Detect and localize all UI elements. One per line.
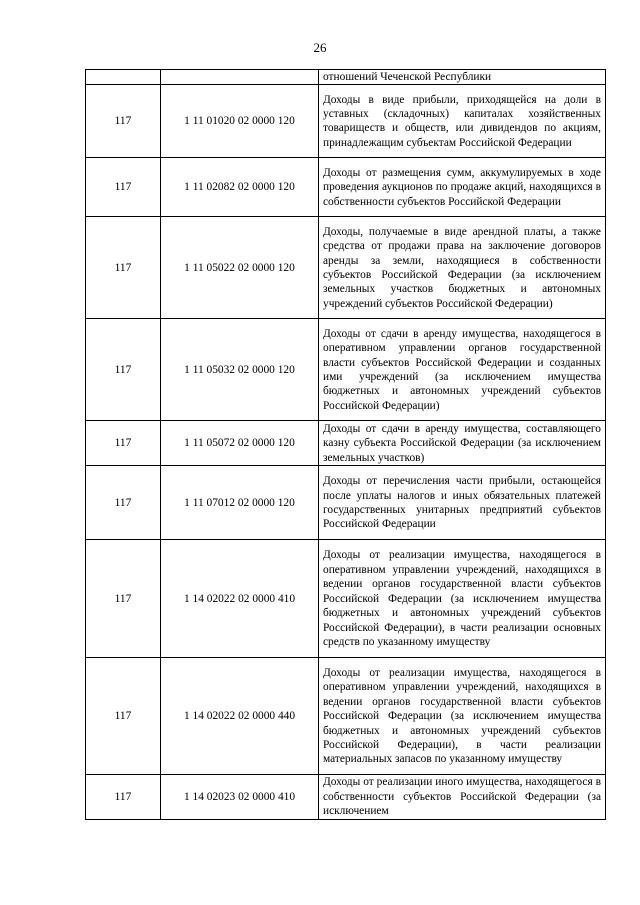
revenue-name-cell	[319, 421, 606, 466]
revenue-name-text: отношений Чеченской Республики	[323, 71, 492, 83]
revenue-name-text: Доходы от реализации имущества, находящегося в оперативном управлении учреждений, находящихся в ведении органов государственной власти субъектов Российской Федерации (за исключением имущества бюджетных и автономных учреждений субъектов Российской Федерации), в части реализации основных средств по указанному имуществу	[323, 549, 601, 648]
revenue-name-text: Доходы от сдачи в аренду имущества, находящегося в оперативном управлении органов государственной власти субъектов Российской Федерации и созданных ими учреждений (за исключением имущества бюджетных и автономных учреждений субъектов Российской Федерации)	[323, 327, 601, 412]
revenue-name-text: Доходы от сдачи в аренду имущества, составляющего казну субъекта Российской Федерации (за исключением земельных участков)	[323, 422, 601, 464]
admin-code-cell: 117	[86, 217, 161, 319]
page-number: 26	[313, 40, 327, 55]
table-row	[86, 421, 606, 466]
revenue-name-text: Доходы от реализации иного имущества, находящегося в собственности субъектов Российской Федерации (за исключением	[323, 776, 601, 818]
revenue-name-cell	[319, 217, 606, 319]
revenue-name-text: Доходы от размещения сумм, аккумулируемых в ходе проведения аукционов по продаже акций, находящихся в собственности субъектов Российской Федерации	[323, 166, 601, 208]
budget-code-cell: 1 11 05032 02 0000 120	[161, 319, 319, 421]
budget-code-cell: 1 14 02022 02 0000 440	[161, 658, 319, 775]
budget-code-cell: 1 11 02082 02 0000 120	[161, 158, 319, 217]
revenue-name-cell	[319, 775, 606, 819]
table-row	[86, 158, 606, 217]
budget-code-cell: 1 11 01020 02 0000 120	[161, 85, 319, 158]
table-row	[86, 70, 606, 85]
admin-code-cell	[86, 70, 161, 85]
revenue-name-cell	[319, 319, 606, 421]
revenue-name-cell	[319, 85, 606, 158]
revenue-name-cell	[319, 540, 606, 658]
revenue-codes-table	[85, 69, 606, 820]
revenue-name-text: Доходы от реализации имущества, находящегося в оперативном управлении учреждений, находящихся в ведении органов государственной власти субъектов Российской Федерации (за исключением имущества бюджетных и автономных учреждений субъектов Российской Федерации), в части реализации материальных запасов по указанному имуществу	[323, 666, 601, 766]
table-row	[86, 217, 606, 319]
budget-code-cell: 1 11 05022 02 0000 120	[161, 217, 319, 319]
revenue-name-text: Доходы в виде прибыли, приходящейся на доли в уставных (складочных) капиталах хозяйственных товариществ и обществ, или дивидендов по акциям, принадлежащим субъектам Российской Федерации	[323, 93, 601, 149]
revenue-name-cell	[319, 70, 606, 85]
revenue-name-text: Доходы от перечисления части прибыли, остающейся после уплаты налогов и иных обязательных платежей государственных унитарных предприятий субъектов Российской Федерации	[323, 475, 601, 531]
admin-code-cell: 117	[86, 658, 161, 775]
admin-code-cell: 117	[86, 421, 161, 466]
revenue-name-cell	[319, 158, 606, 217]
admin-code-cell: 117	[86, 540, 161, 658]
admin-code-cell: 117	[86, 775, 161, 819]
table-row	[86, 466, 606, 540]
admin-code-cell: 117	[86, 466, 161, 540]
revenue-name-cell	[319, 658, 606, 775]
budget-code-cell	[161, 70, 319, 85]
budget-code-cell: 1 11 05072 02 0000 120	[161, 421, 319, 466]
revenue-name-cell	[319, 466, 606, 540]
table-row	[86, 85, 606, 158]
table-row	[86, 540, 606, 658]
admin-code-cell: 117	[86, 158, 161, 217]
table-row	[86, 319, 606, 421]
revenue-name-text: Доходы, получаемые в виде арендной платы, а также средства от продажи права на заключение договоров аренды за земли, находящиеся в собственности субъектов Российской Федерации (за исключением земельных участков бюджетных и автономных учреждений субъектов Российской Федерации)	[323, 225, 601, 310]
admin-code-cell: 117	[86, 85, 161, 158]
table-row	[86, 658, 606, 775]
table-row	[86, 775, 606, 819]
budget-code-cell: 1 14 02022 02 0000 410	[161, 540, 319, 658]
budget-code-cell: 1 14 02023 02 0000 410	[161, 775, 319, 819]
admin-code-cell: 117	[86, 319, 161, 421]
budget-code-cell: 1 11 07012 02 0000 120	[161, 466, 319, 540]
